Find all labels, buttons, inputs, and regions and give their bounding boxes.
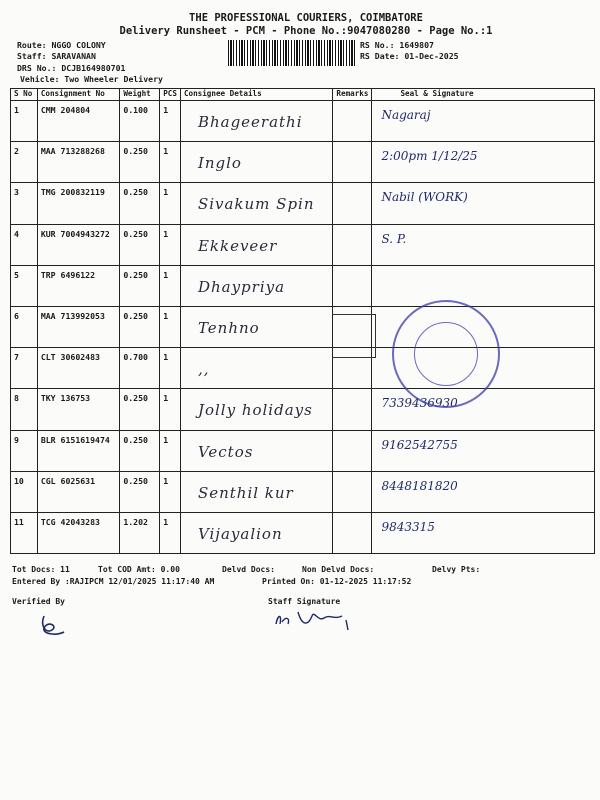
pcs-cell: 1 — [160, 306, 181, 347]
pcs-cell: 1 — [160, 101, 181, 142]
table-row — [11, 265, 595, 306]
table-row — [11, 348, 595, 389]
consignee-handwriting: Jolly holidays — [197, 401, 313, 420]
entered-by: Entered By :RAJIPCM 12/01/2025 11:17:40 AM — [12, 577, 215, 586]
consignee-cell — [180, 430, 332, 471]
consignee-cell — [180, 471, 332, 512]
printed-on: Printed On: 01-12-2025 11:17:52 — [262, 577, 412, 586]
remarks-cell — [333, 183, 372, 224]
pcs-cell: 1 — [160, 430, 181, 471]
signature-handwriting: 2:00pm 1/12/25 — [381, 149, 478, 164]
remarks-cell — [333, 430, 372, 471]
weight-cell: 0.100 — [120, 101, 160, 142]
consignment-cell: TMG 200832119 — [37, 183, 120, 224]
weight-cell: 0.250 — [120, 430, 160, 471]
rs-no: RS No.: 1649807 — [360, 40, 434, 50]
consignee-handwriting: Bhageerathi — [197, 113, 303, 131]
signature-handwriting: Nagaraj — [381, 108, 431, 122]
remarks-cell — [333, 389, 372, 430]
consignee-cell — [180, 101, 332, 142]
col-header-consignment: Consignment No — [37, 89, 120, 101]
weight-cell: 0.250 — [120, 389, 160, 430]
signature-handwriting: S. P. — [381, 231, 407, 246]
weight-cell: 0.700 — [120, 348, 160, 389]
signature-handwriting: 9843315 — [381, 519, 435, 534]
signature-handwriting: 8448181820 — [381, 478, 458, 493]
consignment-cell: CLT 30602483 — [37, 348, 120, 389]
runsheet-subtitle: Delivery Runsheet - PCM - Phone No.:9047080280 - Page No.:1 — [119, 25, 493, 37]
verifier-signature — [38, 612, 68, 638]
sno-cell: 3 — [11, 183, 38, 224]
sno-cell: 1 — [11, 101, 38, 142]
consignment-cell: MAA 713992053 — [37, 306, 120, 347]
pcs-cell: 1 — [160, 224, 181, 265]
table-row — [11, 183, 595, 224]
remarks-bracket — [332, 314, 376, 358]
signature-cell — [372, 183, 595, 224]
table-row — [11, 389, 595, 430]
signature-handwriting: 9162542755 — [381, 437, 458, 452]
signature-cell — [372, 389, 595, 430]
weight-cell: 0.250 — [120, 183, 160, 224]
consignment-cell: CMM 204804 — [37, 101, 120, 142]
weight-cell: 0.250 — [120, 265, 160, 306]
signature-handwriting: 7339436930 — [381, 396, 458, 411]
remarks-cell — [333, 471, 372, 512]
sno-cell: 4 — [11, 224, 38, 265]
remarks-cell — [333, 265, 372, 306]
consignment-cell: TKY 136753 — [37, 389, 120, 430]
staff-signature — [272, 606, 362, 636]
company-stamp-icon — [392, 300, 500, 408]
consignee-handwriting: Inglo — [197, 154, 242, 173]
consignee-handwriting: Tenhno — [197, 318, 260, 337]
pcs-cell: 1 — [160, 142, 181, 183]
consignment-cell: TCG 42043283 — [37, 512, 120, 553]
staff-label: Staff: SARAVANAN — [17, 51, 96, 61]
vehicle-label: Vehicle: Two Wheeler Delivery — [20, 74, 163, 84]
sno-cell: 11 — [11, 512, 38, 553]
table-row — [11, 142, 595, 183]
weight-cell: 0.250 — [120, 142, 160, 183]
consignee-handwriting: Vijayalion — [197, 524, 283, 543]
consignment-cell: MAA 713288268 — [37, 142, 120, 183]
tot-docs: Tot Docs: 11 — [12, 565, 70, 574]
sno-cell: 10 — [11, 471, 38, 512]
pcs-cell: 1 — [160, 389, 181, 430]
consignee-handwriting: Senthil kur — [197, 483, 294, 502]
pcs-cell: 1 — [160, 265, 181, 306]
weight-cell: 1.202 — [120, 512, 160, 553]
non-delvd-docs: Non Delvd Docs: — [302, 565, 375, 574]
pcs-cell: 1 — [160, 183, 181, 224]
signature-cell — [372, 430, 595, 471]
consignee-handwriting: ,, — [197, 360, 210, 379]
sno-cell: 6 — [11, 306, 38, 347]
signature-cell — [372, 471, 595, 512]
barcode-icon — [228, 40, 356, 66]
signature-cell — [372, 101, 595, 142]
consignment-cell: CGL 6025631 — [37, 471, 120, 512]
signature-cell — [372, 512, 595, 553]
delvy-pts: Delvy Pts: — [432, 565, 481, 574]
col-header-sno: S No — [11, 89, 38, 101]
delvd-docs: Delvd Docs: — [222, 565, 275, 574]
col-header-seal: Seal & Signature — [372, 89, 595, 101]
consignee-cell — [180, 265, 332, 306]
sno-cell: 7 — [11, 348, 38, 389]
table-row — [11, 512, 595, 553]
signature-handwriting: Nabil (WORK) — [381, 190, 468, 205]
pcs-cell: 1 — [160, 348, 181, 389]
weight-cell: 0.250 — [120, 471, 160, 512]
pcs-cell: 1 — [160, 471, 181, 512]
company-title: THE PROFESSIONAL COURIERS, COIMBATORE — [189, 12, 423, 24]
table-row — [11, 430, 595, 471]
table-row — [11, 306, 595, 347]
col-header-weight: Weight — [120, 89, 160, 101]
remarks-cell — [333, 101, 372, 142]
consignee-handwriting: Ekkeveer — [197, 236, 278, 255]
weight-cell: 0.250 — [120, 224, 160, 265]
table-row — [11, 101, 595, 142]
rs-date: RS Date: 01-Dec-2025 — [360, 51, 459, 61]
delivery-table — [10, 88, 595, 554]
weight-cell: 0.250 — [120, 306, 160, 347]
sno-cell: 5 — [11, 265, 38, 306]
consignee-cell — [180, 512, 332, 553]
tot-cod: Tot COD Amt: 0.00 — [98, 565, 180, 574]
col-header-pcs: PCS — [160, 89, 181, 101]
consignee-cell — [180, 348, 332, 389]
consignee-handwriting: Dhaypriya — [197, 277, 286, 296]
remarks-cell — [333, 512, 372, 553]
signature-cell — [372, 142, 595, 183]
remarks-cell — [333, 142, 372, 183]
col-header-consignee: Consignee Details — [180, 89, 332, 101]
remarks-cell — [333, 224, 372, 265]
col-header-remarks: Remarks — [333, 89, 372, 101]
drs-label: DRS No.: DCJB164980701 — [17, 63, 126, 73]
staff-signature-label: Staff Signature — [268, 597, 341, 606]
consignee-cell — [180, 306, 332, 347]
consignee-cell — [180, 224, 332, 265]
consignment-cell: BLR 6151619474 — [37, 430, 120, 471]
consignment-cell: TRP 6496122 — [37, 265, 120, 306]
consignee-handwriting: Vectos — [197, 442, 254, 461]
consignment-cell: KUR 7004943272 — [37, 224, 120, 265]
consignee-handwriting: Sivakum Spin — [197, 195, 315, 214]
sno-cell: 9 — [11, 430, 38, 471]
signature-cell — [372, 265, 595, 306]
consignee-cell — [180, 142, 332, 183]
table-row — [11, 471, 595, 512]
sno-cell: 8 — [11, 389, 38, 430]
signature-cell — [372, 224, 595, 265]
route-label: Route: NGGO COLONY — [17, 40, 106, 50]
sno-cell: 2 — [11, 142, 38, 183]
table-header-row — [11, 89, 595, 101]
pcs-cell: 1 — [160, 512, 181, 553]
table-row — [11, 224, 595, 265]
verified-by-label: Verified By — [12, 597, 65, 606]
consignee-cell — [180, 389, 332, 430]
consignee-cell — [180, 183, 332, 224]
